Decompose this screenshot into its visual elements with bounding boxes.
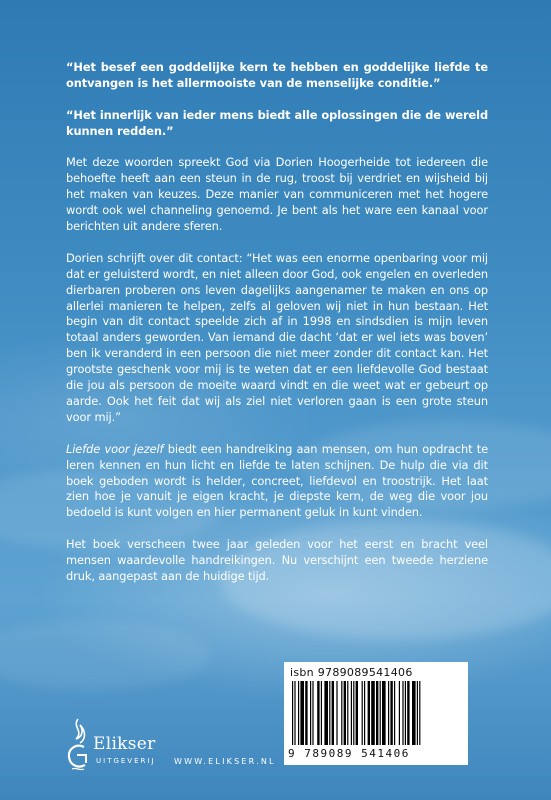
barcode bbox=[284, 662, 468, 765]
isbn-digits: 9 789089 541406 bbox=[288, 747, 410, 760]
paragraph-intro: Met deze woorden spreekt God via Dorien Hoogerheide tot iedereen die behoefte heeft aan een steun in de rug, troost bij verdriet en wijsheid bij het maken van keuzes. Deze manier van communiceren met het hogere wordt ook wel channeling genoemd. Je bent als het ware een kanaal voor berichten uit andere sferen. bbox=[66, 155, 488, 234]
publisher-website: WWW.ELIKSER.NL bbox=[174, 757, 276, 766]
quote-2: “Het innerlijk van ieder mens biedt alle oplossingen die de wereld kunnen redden.” bbox=[66, 107, 488, 138]
isbn-label: isbn 9789089541406 bbox=[290, 666, 413, 679]
publisher-name: Elikser bbox=[93, 734, 156, 754]
paragraph-book bbox=[66, 442, 488, 522]
book-title: Liefde voor jezelf bbox=[66, 441, 164, 456]
publisher-sub: UITGEVERIJ bbox=[96, 757, 156, 765]
paragraph-book-text: biedt een handreiking aan mensen, om hun opdracht te leren kennen en hun licht en liefde te laten schijnen. De hulp die via dit boek geboden wordt is helder, concreet, liefdevol en troostrijk. Het laat zien hoe je vanuit je eigen kracht, je diepste kern, de weg die voor jou bedoeld is kunt volgen en hier permanent geluk in kunt vinden. bbox=[66, 441, 489, 520]
paragraph-dorien: Dorien schrijft over dit contact: “Het was een enorme openbaring voor mij dat er geluisterd wordt, en niet alleen door God, ook engelen en overleden dierbaren proberen ons leven dagelijks aangenamer te maken en ons op allerlei manieren te helpen, zelfs al geloven wij niet in hun bestaan. Het begin van dit contact speelde zich af in 1998 en sindsdien is mijn leven totaal anders geworden. Van iemand die dacht ‘dat er wel iets was boven’ ben ik veranderd in een persoon die niet meer zonder dit contact kan. Het grootste geschenk voor mij is te weten dat er een liefdevolle God bestaat die jou als persoon de moeite waard vindt en die weet wat er gebeurt op aarde. Ook het feit dat wij als ziel niet verloren gaan is een grote steun voor mij.” bbox=[66, 250, 488, 424]
publisher-logo bbox=[62, 717, 162, 777]
barcode-bars bbox=[290, 681, 462, 745]
back-cover-text bbox=[66, 60, 488, 601]
elikser-flame-icon bbox=[62, 717, 94, 775]
paragraph-edition: Het boek verscheen twee jaar geleden voor het eerst en bracht veel mensen waardevolle handreikingen. Nu verschijnt een tweede herziene druk, aangepast aan de huidige tijd. bbox=[66, 537, 488, 583]
quote-1: “Het besef een goddelijke kern te hebben en goddelijke liefde te ontvangen is het allermooiste van de menselijke conditie.” bbox=[66, 60, 488, 90]
